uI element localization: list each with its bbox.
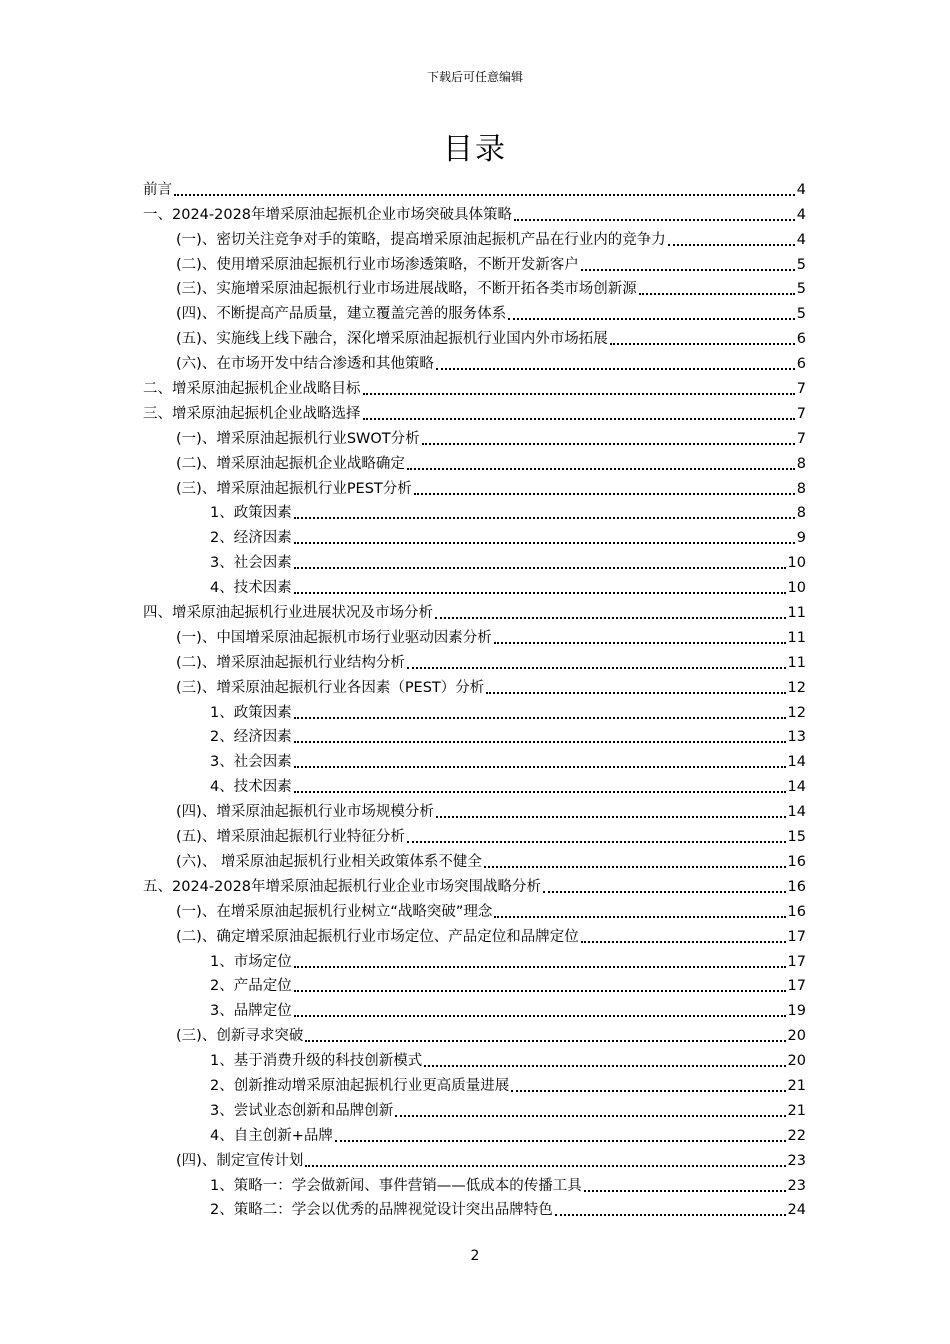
toc-entry-title: 3、品牌定位 — [210, 1003, 292, 1020]
toc-entry[interactable] — [143, 972, 806, 997]
toc-entry[interactable] — [143, 349, 806, 374]
toc-dot-leader — [294, 966, 786, 968]
toc-entry-page-number: 17 — [787, 953, 806, 970]
toc-entry[interactable] — [143, 996, 806, 1021]
toc-dot-leader — [555, 1214, 786, 1216]
toc-entry-title: 3、尝试业态创新和品牌创新 — [210, 1102, 394, 1119]
table-of-contents — [143, 175, 806, 1220]
toc-dot-leader — [508, 318, 794, 320]
toc-entry-page-number: 9 — [796, 530, 806, 547]
toc-entry[interactable] — [143, 822, 806, 847]
toc-entry-page-number: 10 — [787, 580, 806, 597]
toc-entry-title: 3、社会因素 — [210, 754, 292, 771]
toc-dot-leader — [639, 293, 795, 295]
toc-dot-leader — [305, 1165, 785, 1167]
toc-dot-leader — [395, 1115, 785, 1117]
toc-dot-leader — [584, 1190, 786, 1192]
toc-dot-leader — [486, 692, 785, 694]
toc-entry-page-number: 11 — [787, 605, 806, 622]
toc-entry-page-number: 23 — [787, 1152, 806, 1169]
toc-entry-page-number: 6 — [796, 356, 806, 373]
toc-entry-page-number: 20 — [787, 1028, 806, 1045]
toc-entry-page-number: 6 — [796, 331, 806, 348]
toc-entry[interactable] — [143, 797, 806, 822]
toc-entry[interactable] — [143, 250, 806, 275]
toc-entry[interactable] — [143, 474, 806, 499]
toc-entry[interactable] — [143, 897, 806, 922]
toc-entry[interactable] — [143, 1046, 806, 1071]
toc-entry-page-number: 7 — [796, 430, 806, 447]
toc-entry-page-number: 17 — [787, 978, 806, 995]
toc-entry[interactable] — [143, 1071, 806, 1096]
toc-entry-title: 1、政策因素 — [210, 704, 292, 721]
toc-entry-title: 三、增采原油起振机企业战略选择 — [143, 405, 361, 422]
toc-dot-leader — [581, 269, 795, 271]
toc-entry[interactable] — [143, 922, 806, 947]
toc-entry[interactable] — [143, 1196, 806, 1221]
toc-dot-leader — [294, 990, 786, 992]
toc-entry-page-number: 8 — [796, 455, 806, 472]
toc-entry-title: 2、产品定位 — [210, 978, 292, 995]
toc-dot-leader — [511, 1090, 785, 1092]
toc-entry-title: 1、策略一：学会做新闻、事件营销——低成本的传播工具 — [210, 1177, 582, 1194]
toc-entry[interactable] — [143, 947, 806, 972]
toc-entry[interactable] — [143, 499, 806, 524]
toc-dot-leader — [668, 244, 795, 246]
toc-entry-title: (五)、实施线上线下融合，深化增采原油起振机行业国内外市场拓展 — [176, 331, 608, 348]
toc-entry-page-number: 16 — [787, 853, 806, 870]
toc-entry-page-number: 14 — [787, 804, 806, 821]
toc-entry-page-number: 17 — [787, 928, 806, 945]
toc-entry-title: 4、技术因素 — [210, 779, 292, 796]
toc-entry[interactable] — [143, 573, 806, 598]
toc-entry-title: 2、创新推动增采原油起振机行业更高质量进展 — [210, 1077, 510, 1094]
toc-entry-title: 4、自主创新+品牌 — [210, 1127, 333, 1144]
toc-entry[interactable] — [143, 324, 806, 349]
toc-entry[interactable] — [143, 374, 806, 399]
toc-entry-title: (三)、增采原油起振机行业PEST分析 — [176, 480, 412, 497]
toc-entry-title: (四)、不断提高产品质量，建立覆盖完善的服务体系 — [176, 306, 507, 323]
toc-entry-title: 1、市场定位 — [210, 953, 292, 970]
toc-entry-title: (三)、实施增采原油起振机行业市场进展战略，不断开拓各类市场创新源 — [176, 281, 637, 298]
toc-dot-leader — [484, 866, 786, 868]
toc-entry-title: 2、经济因素 — [210, 530, 292, 547]
toc-dot-leader — [294, 1015, 786, 1017]
toc-entry-page-number: 15 — [787, 829, 806, 846]
toc-entry-page-number: 11 — [787, 629, 806, 646]
toc-entry-title: 四、增采原油起振机行业进展状况及市场分析 — [143, 605, 433, 622]
toc-dot-leader — [581, 941, 786, 943]
toc-entry-title: (四)、制定宣传计划 — [176, 1152, 304, 1169]
toc-entry-page-number: 4 — [796, 206, 806, 223]
toc-dot-leader — [407, 468, 795, 470]
toc-entry-page-number: 8 — [796, 505, 806, 522]
toc-entry[interactable] — [143, 1171, 806, 1196]
toc-entry-page-number: 7 — [796, 381, 806, 398]
toc-entry-page-number: 22 — [787, 1127, 806, 1144]
toc-entry[interactable] — [143, 1096, 806, 1121]
toc-entry[interactable] — [143, 424, 806, 449]
toc-entry[interactable] — [143, 698, 806, 723]
toc-dot-leader — [174, 194, 795, 196]
toc-entry-page-number: 12 — [787, 679, 806, 696]
toc-entry-title: (二)、使用增采原油起振机行业市场渗透策略，不断开发新客户 — [176, 256, 579, 273]
toc-dot-leader — [514, 219, 795, 221]
toc-dot-leader — [294, 567, 786, 569]
toc-entry-title: (三)、增采原油起振机行业各因素（PEST）分析 — [176, 679, 485, 696]
toc-entry-title: 一、2024-2028年增采原油起振机企业市场突破具体策略 — [143, 206, 513, 223]
toc-entry-page-number: 11 — [787, 654, 806, 671]
toc-entry[interactable] — [143, 623, 806, 648]
toc-entry-title: 五、2024-2028年增采原油起振机行业企业市场突围战略分析 — [143, 878, 542, 895]
toc-entry-page-number: 24 — [787, 1202, 806, 1219]
toc-dot-leader — [294, 766, 786, 768]
toc-entry-title: 3、社会因素 — [210, 555, 292, 572]
toc-entry-page-number: 13 — [787, 729, 806, 746]
toc-entry-page-number: 21 — [787, 1077, 806, 1094]
toc-entry[interactable] — [143, 275, 806, 300]
toc-dot-leader — [363, 393, 795, 395]
toc-entry-title: (三)、创新寻求突破 — [176, 1028, 304, 1045]
toc-entry[interactable] — [143, 449, 806, 474]
toc-entry-page-number: 14 — [787, 754, 806, 771]
toc-entry-page-number: 5 — [796, 281, 806, 298]
toc-entry-page-number: 5 — [796, 306, 806, 323]
toc-entry-title: (一)、中国增采原油起振机市场行业驱动因素分析 — [176, 629, 492, 646]
toc-dot-leader — [294, 542, 795, 544]
toc-dot-leader — [294, 741, 786, 743]
toc-entry-title: 2、经济因素 — [210, 729, 292, 746]
toc-entry[interactable] — [143, 175, 806, 200]
toc-entry[interactable] — [143, 847, 806, 872]
toc-entry[interactable] — [143, 299, 806, 324]
toc-dot-leader — [436, 368, 795, 370]
toc-dot-leader — [494, 642, 786, 644]
toc-dot-leader — [407, 667, 786, 669]
toc-entry-title: (二)、增采原油起振机企业战略确定 — [176, 455, 405, 472]
toc-entry[interactable] — [143, 548, 806, 573]
toc-entry[interactable] — [143, 723, 806, 748]
toc-entry[interactable] — [143, 1121, 806, 1146]
toc-dot-leader — [294, 592, 786, 594]
toc-dot-leader — [414, 493, 795, 495]
toc-entry-page-number: 12 — [787, 704, 806, 721]
toc-entry-page-number: 21 — [787, 1102, 806, 1119]
toc-entry-title: 1、政策因素 — [210, 505, 292, 522]
toc-entry[interactable] — [143, 673, 806, 698]
toc-dot-leader — [363, 418, 795, 420]
toc-entry-title: 前言 — [143, 181, 172, 198]
toc-title: 目录 — [443, 132, 507, 167]
toc-entry[interactable] — [143, 225, 806, 250]
page-header-note: 下载后可任意编辑 — [426, 70, 523, 84]
toc-entry-title: (二)、增采原油起振机行业结构分析 — [176, 654, 405, 671]
toc-dot-leader — [610, 343, 795, 345]
toc-dot-leader — [294, 517, 795, 519]
toc-entry-title: 二、增采原油起振机企业战略目标 — [143, 381, 361, 398]
toc-dot-leader — [335, 1140, 786, 1142]
toc-entry-page-number: 10 — [787, 555, 806, 572]
toc-dot-leader — [305, 1040, 785, 1042]
toc-entry[interactable] — [143, 1146, 806, 1171]
toc-entry[interactable] — [143, 200, 806, 225]
toc-entry-title: (六)、在市场开发中结合渗透和其他策略 — [176, 356, 434, 373]
page-number: 2 — [470, 1248, 480, 1264]
toc-dot-leader — [494, 916, 785, 918]
toc-entry-page-number: 19 — [787, 1003, 806, 1020]
toc-entry-title: 1、基于消费升级的科技创新模式 — [210, 1053, 423, 1070]
toc-entry-page-number: 16 — [787, 878, 806, 895]
toc-entry-title: 2、策略二：学会以优秀的品牌视觉设计突出品牌特色 — [210, 1202, 553, 1219]
toc-entry-page-number: 5 — [796, 256, 806, 273]
toc-entry-page-number: 14 — [787, 779, 806, 796]
toc-entry-page-number: 4 — [796, 231, 806, 248]
toc-entry[interactable] — [143, 523, 806, 548]
toc-entry-page-number: 16 — [787, 903, 806, 920]
toc-entry-page-number: 4 — [796, 181, 806, 198]
toc-dot-leader — [294, 717, 786, 719]
toc-entry-page-number: 23 — [787, 1177, 806, 1194]
toc-entry-title: (二)、确定增采原油起振机行业市场定位、产品定位和品牌定位 — [176, 928, 579, 945]
toc-entry-title: 4、技术因素 — [210, 580, 292, 597]
toc-entry-title: (一)、密切关注竞争对手的策略，提高增采原油起振机产品在行业内的竞争力 — [176, 231, 666, 248]
toc-entry[interactable] — [143, 399, 806, 424]
toc-dot-leader — [424, 1065, 785, 1067]
toc-dot-leader — [294, 791, 786, 793]
toc-dot-leader — [407, 841, 786, 843]
toc-entry[interactable] — [143, 772, 806, 797]
toc-entry-title: (四)、增采原油起振机行业市场规模分析 — [176, 804, 434, 821]
toc-entry-title: (一)、增采原油起振机行业SWOT分析 — [176, 430, 420, 447]
toc-entry-page-number: 8 — [796, 480, 806, 497]
toc-entry[interactable] — [143, 648, 806, 673]
toc-entry-title: (五)、增采原油起振机行业特征分析 — [176, 829, 405, 846]
toc-entry-title: (六)、 增采原油起振机行业相关政策体系不健全 — [176, 853, 482, 870]
toc-dot-leader — [435, 617, 786, 619]
toc-dot-leader — [436, 816, 786, 818]
toc-entry-page-number: 20 — [787, 1053, 806, 1070]
toc-dot-leader — [422, 443, 795, 445]
toc-entry[interactable] — [143, 1021, 806, 1046]
toc-dot-leader — [543, 891, 786, 893]
toc-entry[interactable] — [143, 747, 806, 772]
toc-entry[interactable] — [143, 598, 806, 623]
toc-entry-title: (一)、在增采原油起振机行业树立“战略突破”理念 — [176, 903, 493, 920]
toc-entry[interactable] — [143, 872, 806, 897]
toc-entry-page-number: 7 — [796, 405, 806, 422]
